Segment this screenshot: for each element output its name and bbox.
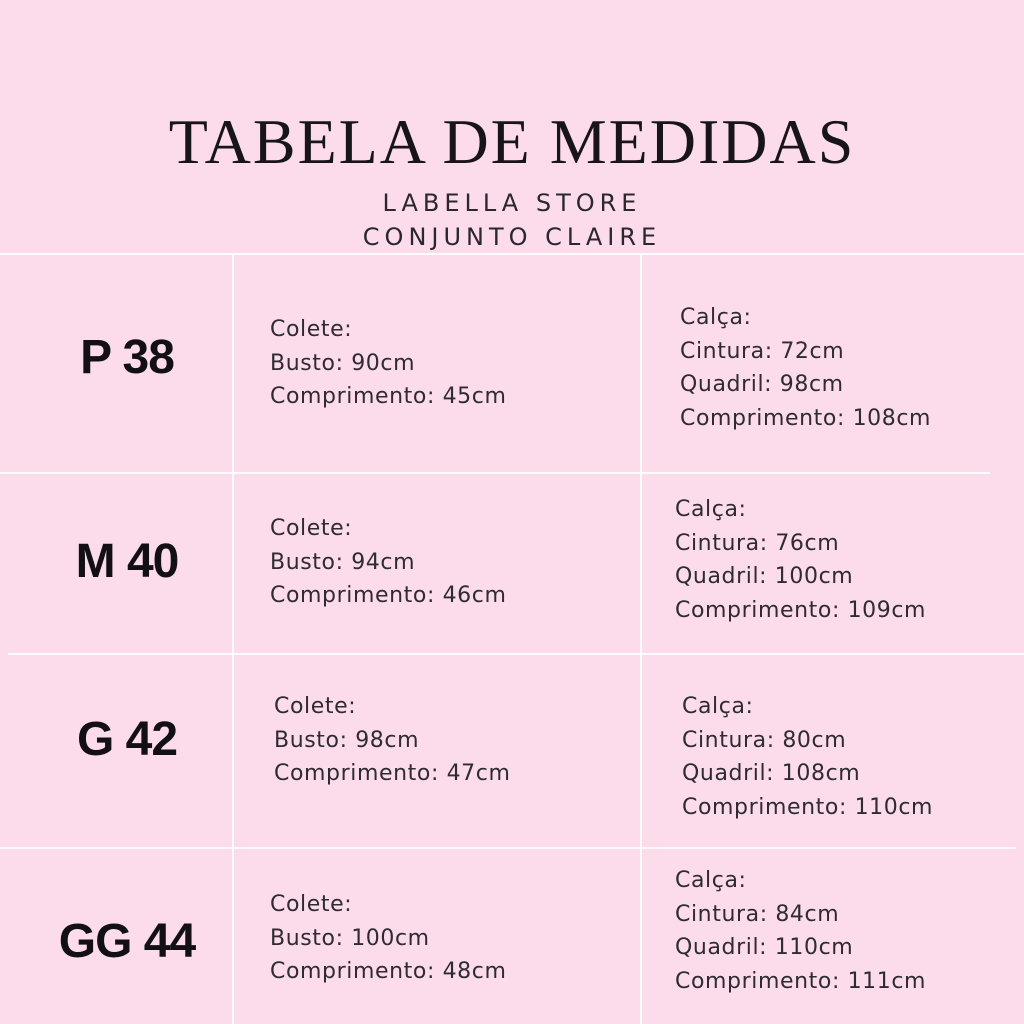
- colete-measurements: [270, 313, 507, 414]
- busto-value: Busto: 90cm: [270, 350, 416, 376]
- table-top-border: [0, 253, 1024, 255]
- size-label: GG 44: [58, 915, 196, 968]
- product-name: CONJUNTO CLAIRE: [362, 223, 662, 251]
- colete-heading: Colete:: [270, 516, 353, 541]
- calca-comprimento-value: Comprimento: 109cm: [675, 597, 927, 623]
- store-name: LABELLA STORE: [382, 189, 642, 217]
- colete-comprimento-value: Comprimento: 45cm: [270, 384, 507, 409]
- calca-heading: Calça:: [675, 868, 747, 893]
- busto-value: Busto: 94cm: [270, 549, 416, 575]
- colete-heading: Colete:: [274, 694, 357, 719]
- colete-measurements: [274, 690, 511, 791]
- busto-value: Busto: 100cm: [270, 925, 430, 951]
- quadril-value: Quadril: 108cm: [682, 761, 861, 786]
- calca-heading: Calça:: [675, 497, 747, 522]
- cintura-value: Cintura: 76cm: [675, 530, 840, 556]
- row-divider: [8, 653, 1024, 655]
- cintura-value: Cintura: 84cm: [675, 901, 840, 927]
- colete-heading: Colete:: [270, 892, 353, 917]
- calca-heading: Calça:: [680, 305, 752, 330]
- size-label: M 40: [75, 535, 179, 588]
- cintura-value: Cintura: 72cm: [680, 338, 845, 364]
- quadril-value: Quadril: 98cm: [680, 372, 844, 397]
- colete-comprimento-value: Comprimento: 48cm: [270, 959, 507, 984]
- colete-heading: Colete:: [270, 317, 353, 342]
- calca-comprimento-value: Comprimento: 110cm: [682, 794, 934, 820]
- colete-comprimento-value: Comprimento: 46cm: [270, 583, 507, 608]
- cintura-value: Cintura: 80cm: [682, 727, 847, 753]
- calca-comprimento-value: Comprimento: 108cm: [680, 405, 932, 431]
- calca-measurements: [675, 864, 926, 998]
- calca-heading: Calça:: [682, 694, 754, 719]
- colete-comprimento-value: Comprimento: 47cm: [274, 761, 511, 786]
- colete-measurements: [270, 512, 507, 613]
- calca-measurements: [682, 690, 933, 824]
- size-label: G 42: [76, 713, 178, 766]
- calca-measurements: [675, 493, 926, 627]
- quadril-value: Quadril: 100cm: [675, 564, 854, 589]
- quadril-value: Quadril: 110cm: [675, 935, 854, 960]
- busto-value: Busto: 98cm: [274, 727, 420, 753]
- row-divider: [0, 472, 990, 474]
- row-divider: [0, 847, 1016, 849]
- colete-measurements: [270, 888, 507, 989]
- calca-measurements: [680, 301, 931, 435]
- column-divider: [640, 253, 642, 1024]
- page-title: TABELA DE MEDIDAS: [168, 106, 856, 177]
- size-label: P 38: [80, 331, 174, 384]
- calca-comprimento-value: Comprimento: 111cm: [675, 968, 927, 994]
